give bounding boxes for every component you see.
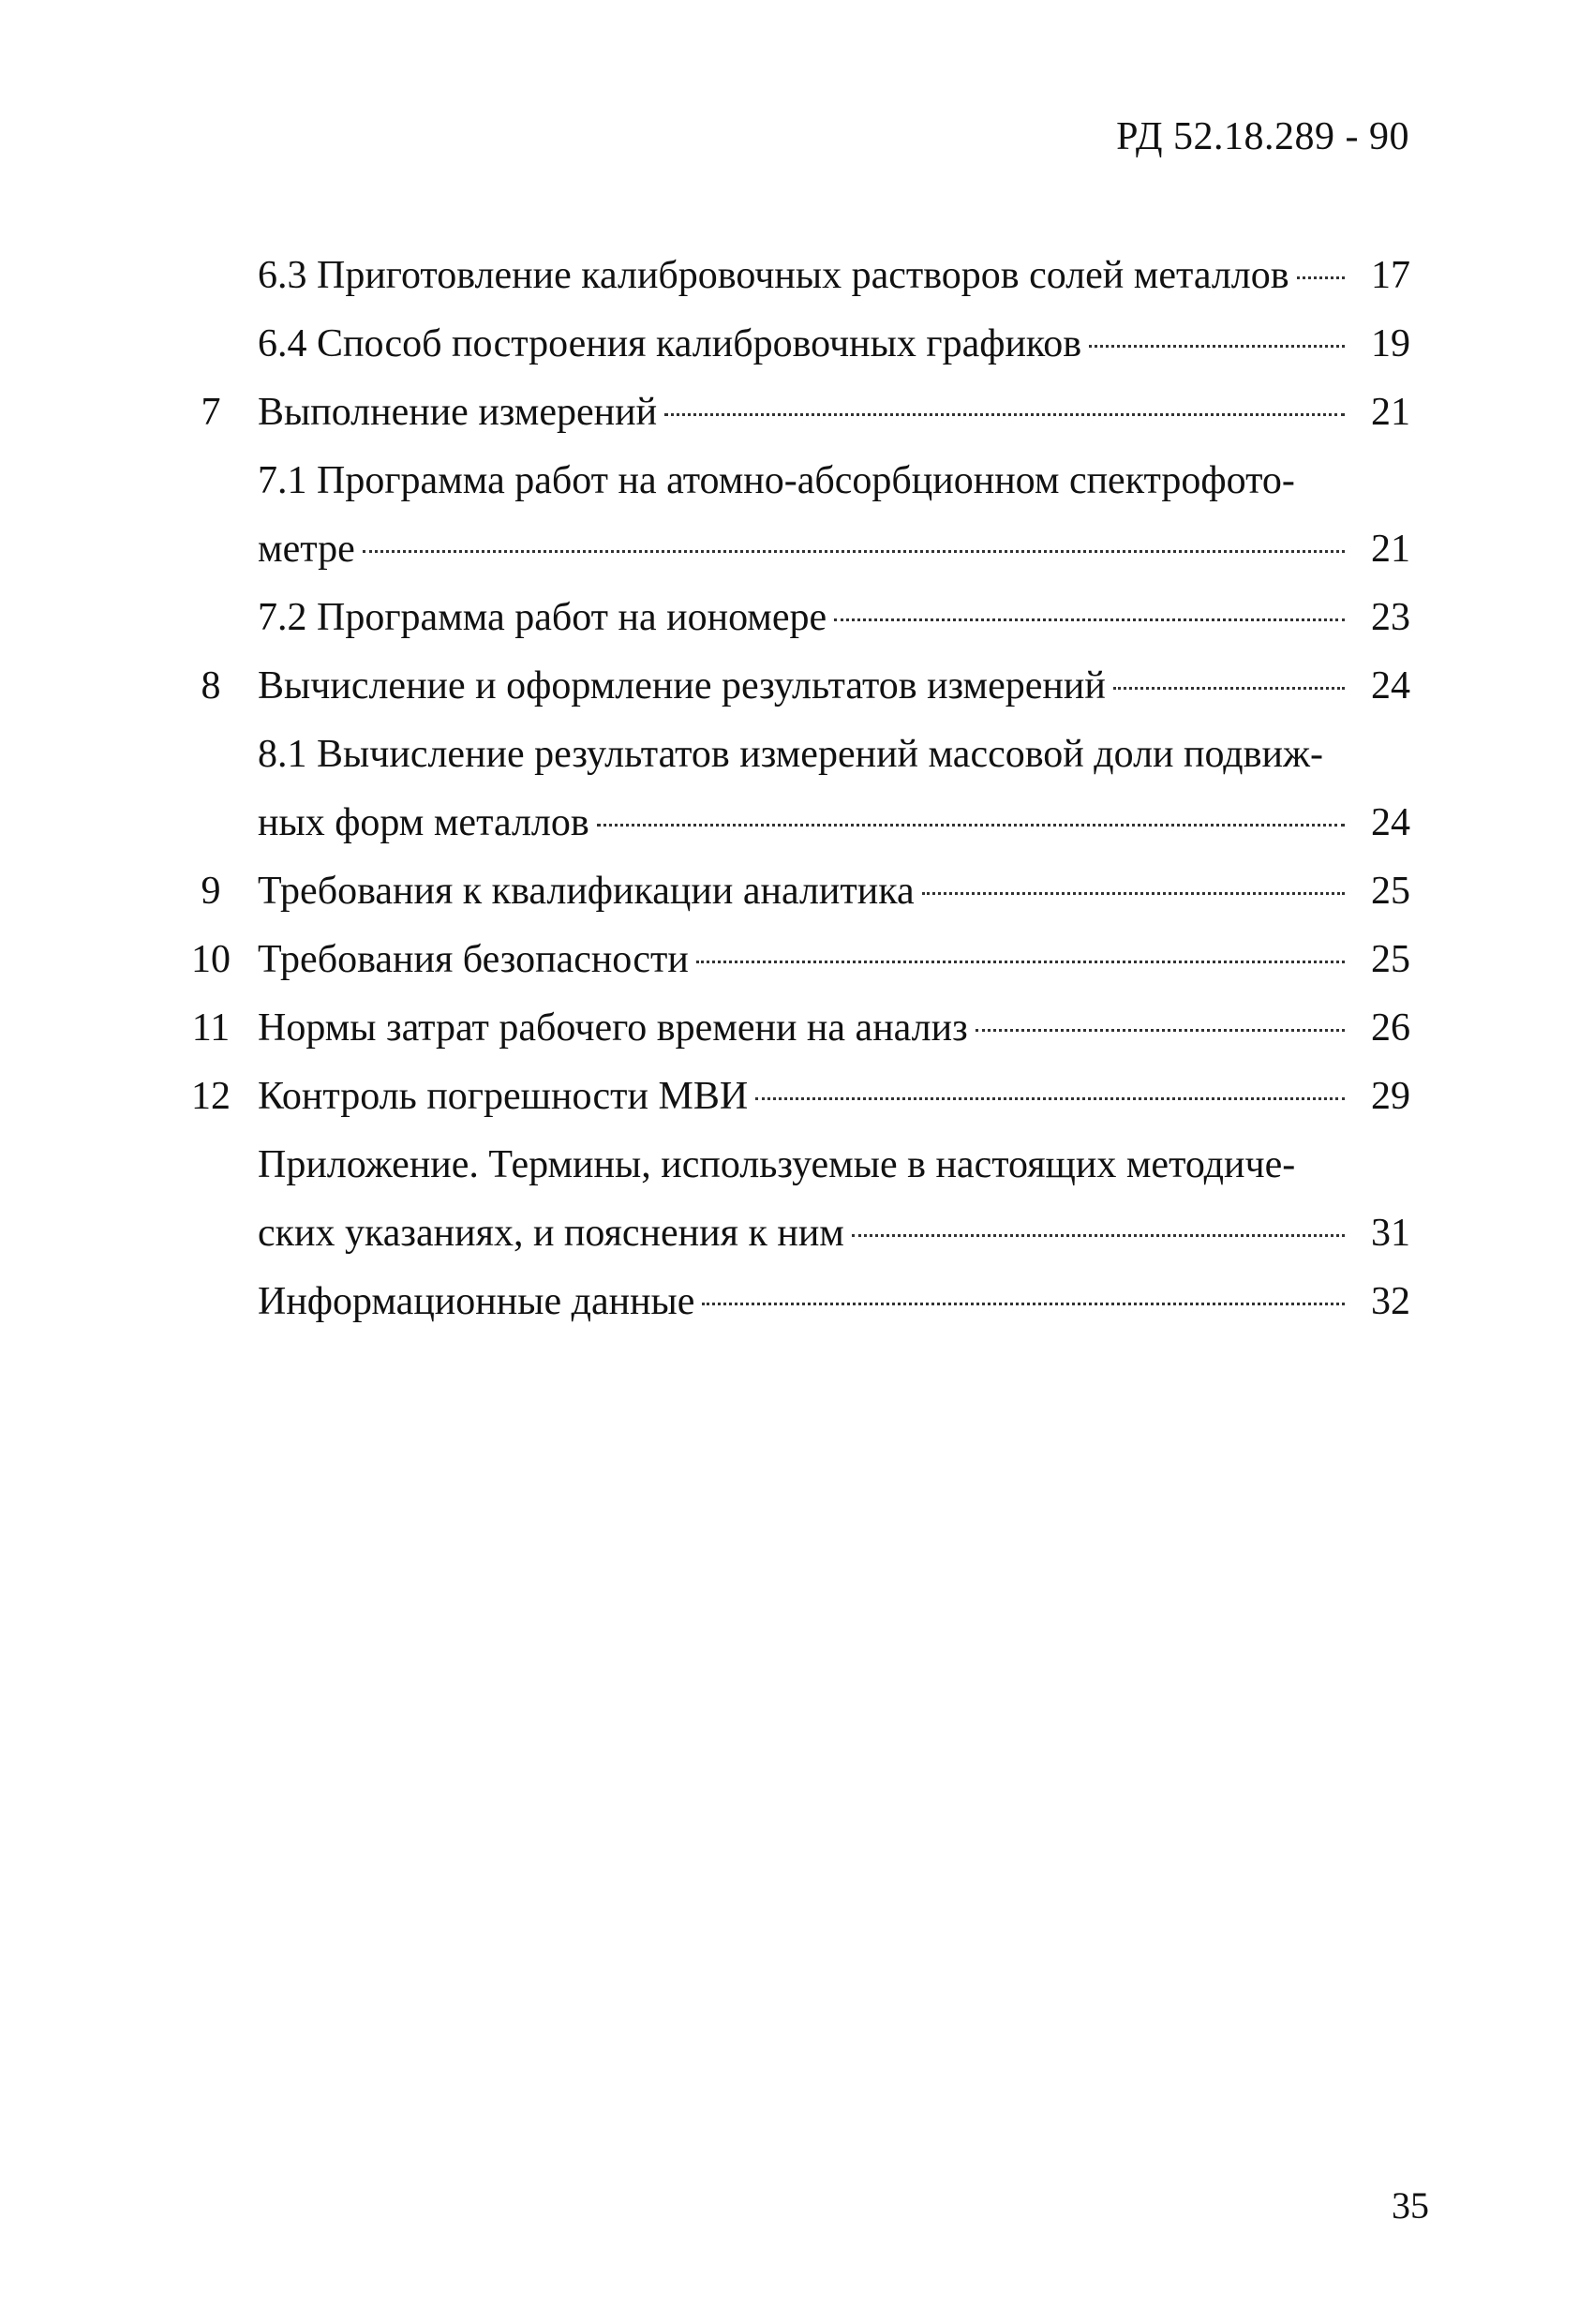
table-of-contents (183, 242, 1410, 1336)
toc-entry-title: Контроль погрешности МВИ (258, 1075, 749, 1118)
toc-entry-title: ских указаниях, и пояснения к ним (258, 1212, 844, 1255)
toc-entry-page: 31 (1371, 1212, 1410, 1255)
toc-entry-title: 7.1 Программа работ на атомно-абсорбционном спектрофото- (258, 459, 1295, 502)
toc-entry[interactable] (183, 652, 1410, 721)
toc-entry[interactable] (183, 584, 1410, 652)
toc-entry[interactable] (183, 1063, 1410, 1131)
toc-entry[interactable] (183, 310, 1410, 379)
dot-leader (1113, 687, 1345, 690)
toc-entry-number: 7 (201, 391, 221, 434)
page-number: 35 (1392, 2184, 1429, 2227)
toc-entry-page: 21 (1371, 528, 1410, 571)
toc-entry-page: 21 (1371, 391, 1410, 434)
dot-leader (976, 1029, 1345, 1032)
toc-entry[interactable] (183, 857, 1410, 926)
toc-entry[interactable] (183, 1131, 1410, 1199)
dot-leader (852, 1234, 1345, 1237)
toc-entry-page: 29 (1371, 1075, 1410, 1118)
toc-entry[interactable] (183, 789, 1410, 857)
toc-entry[interactable] (183, 994, 1410, 1063)
toc-entry-title: 6.4 Способ построения калибровочных графиков (258, 322, 1082, 365)
toc-entry[interactable] (183, 447, 1410, 515)
dot-leader (696, 961, 1345, 963)
toc-entry-page: 32 (1371, 1280, 1410, 1323)
dot-leader (755, 1097, 1345, 1100)
toc-entry-title: 7.2 Программа работ на иономере (258, 596, 827, 639)
toc-entry-page: 17 (1371, 254, 1410, 297)
toc-entry-title: метре (258, 528, 355, 571)
toc-entry-title: ных форм металлов (258, 801, 589, 844)
toc-entry-title: Приложение. Термины, используемые в настоящих методиче- (258, 1143, 1296, 1186)
toc-entry-title: Выполнение измерений (258, 391, 658, 434)
dot-leader (1089, 345, 1345, 348)
toc-entry[interactable] (183, 721, 1410, 789)
dot-leader (597, 824, 1345, 827)
toc-entry-page: 19 (1371, 322, 1410, 365)
toc-entry-number: 10 (191, 938, 231, 981)
dot-leader (664, 413, 1345, 416)
toc-entry-page: 25 (1371, 870, 1410, 913)
toc-entry-page: 24 (1371, 664, 1410, 708)
dot-leader (363, 550, 1345, 553)
dot-leader (922, 892, 1345, 895)
toc-entry-title: Вычисление и оформление результатов измерений (258, 664, 1106, 708)
toc-entry-title: Нормы затрат рабочего времени на анализ (258, 1006, 968, 1050)
toc-entry[interactable] (183, 926, 1410, 994)
toc-entry-page: 25 (1371, 938, 1410, 981)
toc-entry[interactable] (183, 515, 1410, 584)
document-code: РД 52.18.289 - 90 (1116, 115, 1409, 158)
toc-entry[interactable] (183, 1268, 1410, 1336)
toc-entry-page: 23 (1371, 596, 1410, 639)
dot-leader (702, 1303, 1345, 1305)
toc-entry-title: Требования к квалификации аналитика (258, 870, 915, 913)
toc-entry-title: 6.3 Приготовление калибровочных растворов солей металлов (258, 254, 1289, 297)
toc-entry[interactable] (183, 242, 1410, 310)
toc-entry-number: 11 (191, 1006, 231, 1050)
toc-entry-page: 24 (1371, 801, 1410, 844)
toc-entry-number: 8 (201, 664, 221, 708)
dot-leader (834, 618, 1345, 621)
toc-entry-number: 12 (191, 1075, 231, 1118)
toc-entry[interactable] (183, 379, 1410, 447)
toc-entry-page: 26 (1371, 1006, 1410, 1050)
toc-entry[interactable] (183, 1199, 1410, 1268)
toc-entry-title: Информационные данные (258, 1280, 695, 1323)
dot-leader (1297, 276, 1345, 279)
toc-entry-number: 9 (201, 870, 221, 913)
toc-entry-title: Требования безопасности (258, 938, 689, 981)
toc-entry-title: 8.1 Вычисление результатов измерений массовой доли подвиж- (258, 733, 1323, 776)
